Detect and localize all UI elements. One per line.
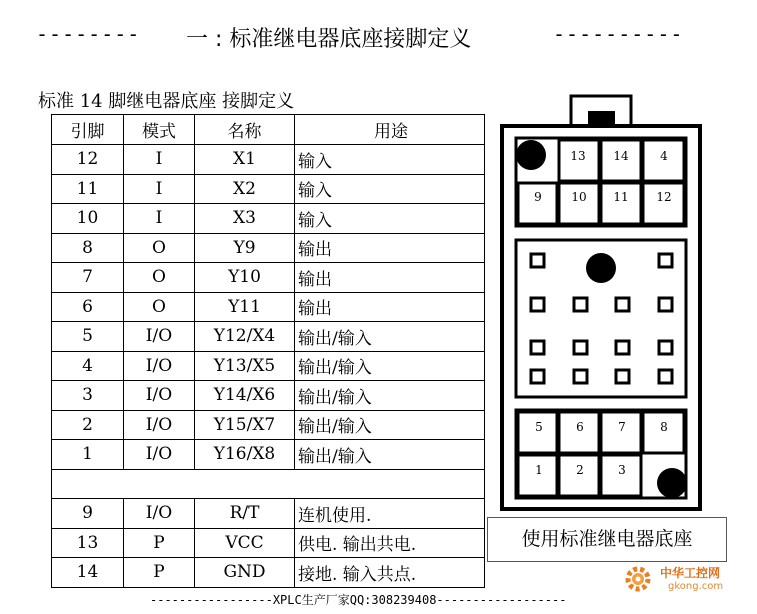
cell-usage: 供电. 输出共电.	[295, 528, 485, 558]
cell-mode: I/O	[124, 351, 195, 381]
header-usage: 用途	[295, 115, 485, 145]
cell-name: Y16/X8	[195, 440, 295, 470]
cell-mode: P	[124, 528, 195, 558]
contact-square	[616, 370, 629, 383]
cell-pin: 7	[52, 263, 124, 293]
cell-pin: 4	[52, 351, 124, 381]
logo-name: 中华工控网	[660, 566, 721, 580]
cell-usage: 输出/输入	[295, 410, 485, 440]
contact-square	[531, 254, 544, 267]
cell-usage: 输出	[295, 292, 485, 322]
contact-square	[659, 370, 672, 383]
header-pin: 引脚	[52, 115, 124, 145]
contact-square	[574, 298, 587, 311]
mount-hole-top	[516, 140, 546, 170]
cell-name: X3	[195, 204, 295, 234]
cell-pin: 12	[52, 145, 124, 175]
contact-square	[616, 341, 629, 354]
title-right-dashes: ----------	[553, 22, 684, 46]
pin-label-1: 1	[535, 463, 543, 477]
page-title: 一 : 标准继电器底座接脚定义	[186, 27, 472, 52]
pin-label-8: 8	[660, 420, 668, 434]
pin-label-4: 4	[660, 149, 668, 163]
cell-mode: O	[124, 233, 195, 263]
table-subtitle: 标准 14 脚继电器底座 接脚定义	[38, 91, 295, 112]
pin-label-2: 2	[576, 463, 584, 477]
mount-hole-middle	[586, 253, 616, 283]
cell-usage: 接地. 输入共点.	[295, 558, 485, 588]
cell-usage: 输入	[295, 145, 485, 175]
gear-icon	[622, 561, 658, 597]
cell-usage: 输出/输入	[295, 351, 485, 381]
cell-mode: I/O	[124, 499, 195, 529]
pin-label-3: 3	[618, 463, 626, 477]
socket-tab-key	[588, 111, 615, 126]
cell-pin: 2	[52, 410, 124, 440]
cell-name: Y12/X4	[195, 322, 295, 352]
cell-pin: 3	[52, 381, 124, 411]
bottom-pin-row	[518, 412, 684, 453]
contact-square	[531, 370, 544, 383]
cell-name: Y13/X5	[195, 351, 295, 381]
cell-usage: 输出/输入	[295, 381, 485, 411]
mount-hole-bottom	[657, 468, 687, 498]
cell-name: R/T	[195, 499, 295, 529]
pin-label-14: 14	[613, 149, 629, 163]
contact-square	[659, 341, 672, 354]
cell-usage: 连机使用.	[295, 499, 485, 529]
pin-label-7: 7	[618, 420, 626, 434]
contact-square	[531, 341, 544, 354]
cell-name: X2	[195, 174, 295, 204]
cell-pin: 10	[52, 204, 124, 234]
socket-caption: 使用标准继电器底座	[487, 517, 727, 562]
cell-usage: 输出/输入	[295, 440, 485, 470]
cell-mode: I/O	[124, 381, 195, 411]
cell-mode: I/O	[124, 410, 195, 440]
cell-mode: I	[124, 174, 195, 204]
cell-pin: 6	[52, 292, 124, 322]
pin-label-6: 6	[576, 420, 584, 434]
cell-mode: I	[124, 204, 195, 234]
contact-square	[574, 370, 587, 383]
cell-usage: 输入	[295, 174, 485, 204]
cell-name: Y15/X7	[195, 410, 295, 440]
cell-mode: O	[124, 292, 195, 322]
footer-contact: -----------------XPLC生产厂家QQ:308239408------------------	[150, 593, 567, 607]
cell-name: VCC	[195, 528, 295, 558]
pin-label-13: 13	[570, 149, 586, 163]
cell-pin: 1	[52, 440, 124, 470]
cell-mode: I/O	[124, 440, 195, 470]
cell-name: Y9	[195, 233, 295, 263]
cell-name: Y11	[195, 292, 295, 322]
cell-name: Y14/X6	[195, 381, 295, 411]
cell-pin: 5	[52, 322, 124, 352]
cell-mode: I	[124, 145, 195, 175]
gkong-logo	[622, 561, 750, 597]
pin-label-5: 5	[535, 420, 543, 434]
cell-name: X1	[195, 145, 295, 175]
logo-url: gkong.com	[668, 581, 724, 592]
cell-usage: 输出	[295, 263, 485, 293]
cell-pin: 14	[52, 558, 124, 588]
header-mode: 模式	[124, 115, 195, 145]
cell-pin: 9	[52, 499, 124, 529]
header-name: 名称	[195, 115, 295, 145]
pin-label-9: 9	[534, 190, 542, 204]
contact-square	[531, 298, 544, 311]
contact-square	[616, 298, 629, 311]
cell-pin: 8	[52, 233, 124, 263]
pin-label-10: 10	[571, 190, 587, 204]
cell-name: Y10	[195, 263, 295, 293]
pin-label-11: 11	[613, 190, 629, 204]
cell-pin: 11	[52, 174, 124, 204]
pin-label-12: 12	[656, 190, 672, 204]
cell-mode: O	[124, 263, 195, 293]
contact-square	[574, 341, 587, 354]
contact-square	[659, 254, 672, 267]
contact-square	[659, 298, 672, 311]
cell-usage: 输入	[295, 204, 485, 234]
cell-usage: 输出	[295, 233, 485, 263]
cell-pin: 13	[52, 528, 124, 558]
title-left-dashes: --------	[36, 22, 141, 46]
cell-name: GND	[195, 558, 295, 588]
cell-mode: P	[124, 558, 195, 588]
cell-usage: 输出/输入	[295, 322, 485, 352]
cell-mode: I/O	[124, 322, 195, 352]
